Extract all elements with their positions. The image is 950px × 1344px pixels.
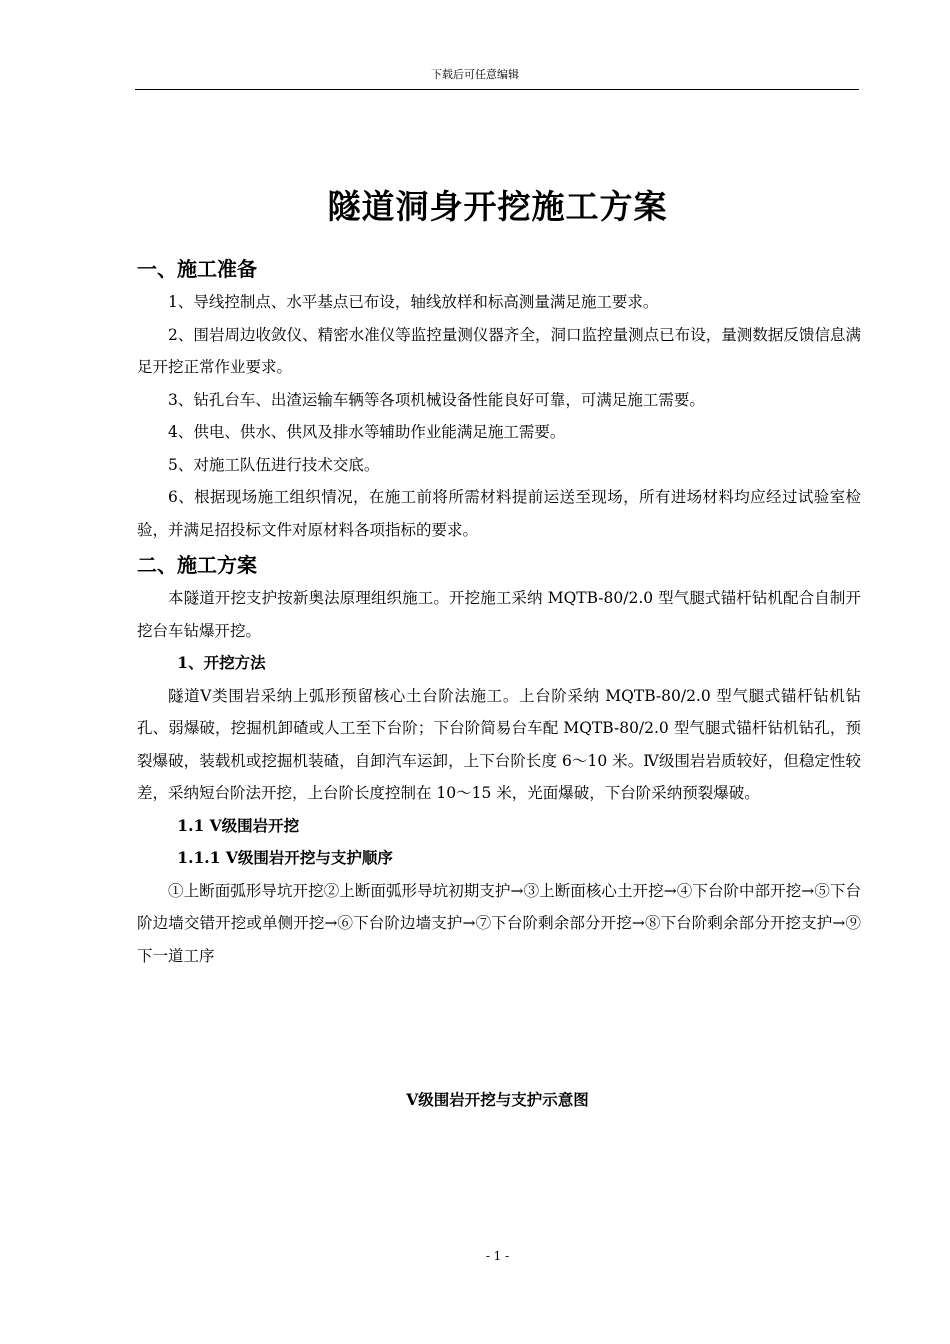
preparation-item-2: 2、围岩周边收敛仪、精密水准仪等监控量测仪器齐全，洞口监控量测点已布设，量测数据反馈信息满足开挖正常作业要求。 bbox=[137, 325, 861, 376]
plan-intro-paragraph: 本隧道开挖支护按新奥法原理组织施工。开挖施工采纳 MQTB-80/2.0 型气腿式锚杆钻机配合自制开挖台车钻爆开挖。 bbox=[137, 589, 861, 640]
document-title: 隧道洞身开挖施工方案 bbox=[327, 187, 668, 226]
subheading-grade-v-sequence: 1.1.1 Ⅴ级围岩开挖与支护顺序 bbox=[177, 848, 393, 867]
preparation-item-4: 4、供电、供水、供风及排水等辅助作业能满足施工需要。 bbox=[168, 423, 566, 441]
page-number: - 1 - bbox=[485, 1249, 510, 1263]
subheading-grade-v-excavation: 1.1 Ⅴ级围岩开挖 bbox=[177, 815, 300, 835]
subheading-excavation-method: 1、开挖方法 bbox=[177, 653, 266, 672]
document-body bbox=[137, 250, 861, 972]
section-heading-preparation: 一、施工准备 bbox=[137, 257, 257, 281]
section-heading-plan: 二、施工方案 bbox=[137, 553, 257, 577]
header-note: 下载后可任意编辑 bbox=[431, 68, 519, 81]
preparation-item-6: 6、根据现场施工组织情况，在施工前将所需材料提前运送至现场，所有进场材料均应经过试验室检验，并满足招投标文件对原材料各项指标的要求。 bbox=[137, 488, 861, 539]
preparation-item-1: 1、导线控制点、水平基点已布设，轴线放样和标高测量满足施工要求。 bbox=[168, 293, 659, 311]
preparation-item-5: 5、对施工队伍进行技术交底。 bbox=[168, 455, 380, 474]
figure-caption: Ⅴ级围岩开挖与支护示意图 bbox=[406, 1090, 589, 1109]
header-divider bbox=[135, 89, 859, 90]
grade-v-sequence-paragraph: ①上断面弧形导坑开挖②上断面弧形导坑初期支护→③上断面核心土开挖→④下台阶中部开挖→⑤下台阶边墙交错开挖或单侧开挖→⑥下台阶边墙支护→⑦下台阶剩余部分开挖→⑧下台阶剩余部分开挖支护→⑨下一道工序 bbox=[137, 881, 861, 965]
preparation-item-3: 3、钻孔台车、出渣运输车辆等各项机械设备性能良好可靠，可满足施工需要。 bbox=[168, 390, 705, 409]
excavation-method-paragraph: 隧道Ⅴ类围岩采纳上弧形预留核心土台阶法施工。上台阶采纳 MQTB-80/2.0 型气腿式锚杆钻机钻孔、弱爆破，挖掘机卸碴或人工至下台阶；下台阶简易台车配 MQTB-80/2.0 型气腿式锚杆钻机钻孔，预裂爆破，装载机或挖掘机装碴，自卸汽车运卸，上下台阶长度 6～10 米。Ⅳ级围岩岩质较好，但稳定性较差，采纳短台阶法开挖，上台阶长度控制在 10～15 米，光面爆破，下台阶采纳预裂爆破。 bbox=[137, 686, 861, 802]
